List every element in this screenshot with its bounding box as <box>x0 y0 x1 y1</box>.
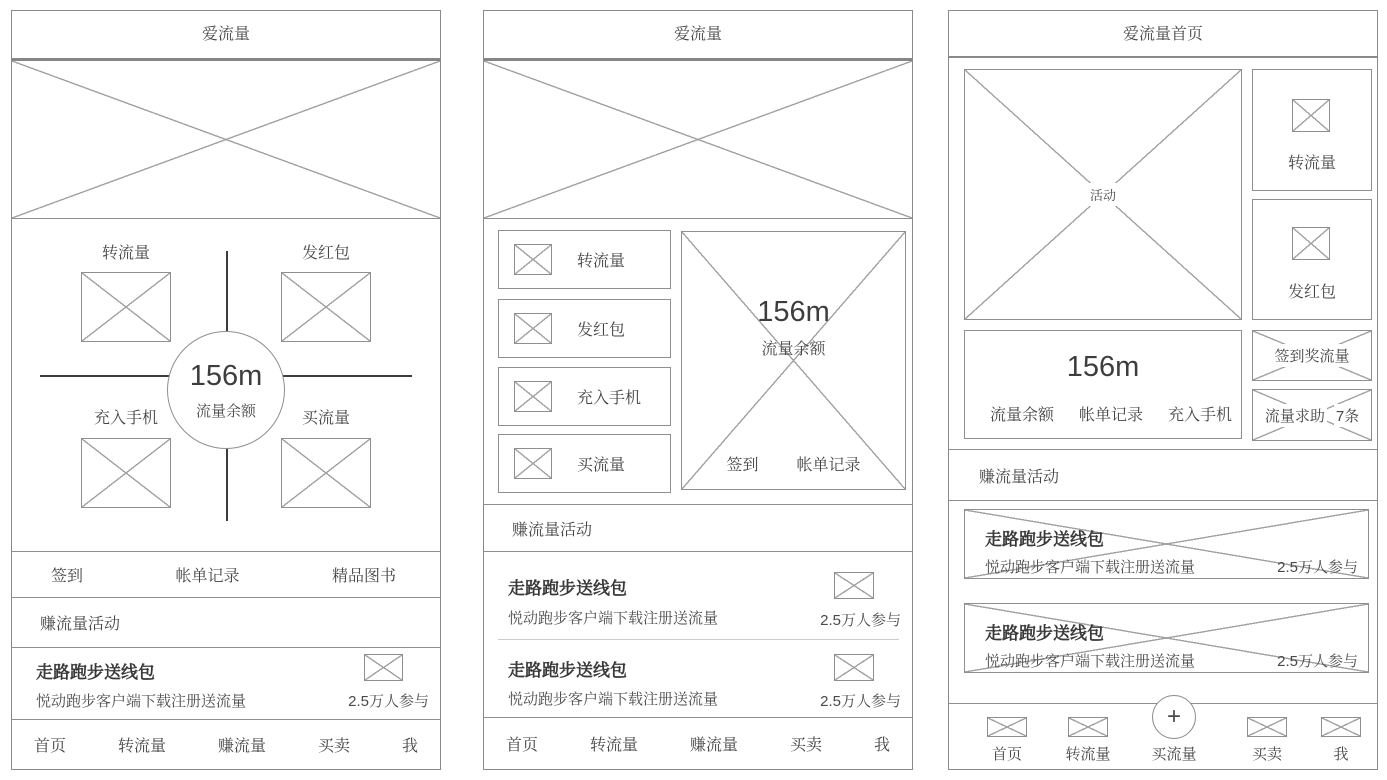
balance-value: 156m <box>189 359 263 392</box>
balance-circle[interactable] <box>167 331 285 449</box>
hero-banner-placeholder[interactable] <box>484 58 912 219</box>
utility-featured-books[interactable]: 精品图书 <box>331 568 396 585</box>
activity-subtitle: 悦动跑步客户端下载注册送流量 <box>508 691 719 708</box>
link-balance[interactable]: 流量余额 <box>990 407 1055 424</box>
link-checkin[interactable]: 签到 <box>726 457 759 474</box>
activity-item[interactable] <box>484 552 912 639</box>
shortcut-label: 发红包 <box>1287 284 1336 301</box>
nav-item-trade[interactable]: 买卖 <box>789 737 822 754</box>
image-placeholder[interactable] <box>281 438 371 508</box>
activity-subtitle: 悦动跑步客户端下载注册送流量 <box>985 559 1196 576</box>
section-header <box>12 598 440 648</box>
menu-item-recharge[interactable] <box>498 367 671 426</box>
nav-item-me[interactable]: 我 <box>873 737 890 754</box>
activity-item[interactable] <box>964 603 1369 673</box>
activity-participants: 2.5万人参与 <box>1277 559 1358 576</box>
add-button[interactable] <box>1152 695 1196 739</box>
page-title: 爱流量首页 <box>949 11 1377 58</box>
balance-card[interactable] <box>681 231 906 490</box>
activity-title: 走路跑步送线包 <box>508 579 627 598</box>
nav-item-transfer[interactable] <box>1058 717 1118 764</box>
menu-item-label: 转流量 <box>577 253 626 270</box>
transfer-icon <box>1068 717 1108 737</box>
menu-item-label: 买流量 <box>577 457 626 474</box>
section-header <box>484 504 912 552</box>
activity-participants: 2.5万人参与 <box>820 693 901 710</box>
nav-item-me[interactable]: 我 <box>401 738 418 755</box>
nav-item-transfer[interactable]: 转流量 <box>117 738 166 755</box>
nav-item-transfer[interactable]: 转流量 <box>589 737 638 754</box>
nav-item-earn[interactable]: 赚流量 <box>217 738 266 755</box>
activity-subtitle: 悦动跑步客户端下载注册送流量 <box>36 693 247 710</box>
balance-card-links <box>965 402 1241 425</box>
hero-banner-placeholder[interactable] <box>12 58 440 219</box>
activity-item[interactable] <box>964 509 1369 579</box>
screen-1-frame <box>11 10 441 770</box>
nav-item-home[interactable] <box>977 717 1037 764</box>
section-title: 赚流量活动 <box>40 616 121 633</box>
bottom-nav <box>484 717 912 769</box>
nav-item-earn[interactable]: 赚流量 <box>689 737 738 754</box>
nav-label: 转流量 <box>1065 746 1111 763</box>
section-title: 赚流量活动 <box>512 521 593 539</box>
balance-card-links <box>682 452 905 475</box>
quadrant-label-transfer[interactable]: 转流量 <box>101 245 150 262</box>
activity-item[interactable] <box>484 639 912 719</box>
nav-item-me[interactable] <box>1311 717 1371 764</box>
balance-card[interactable] <box>964 330 1242 439</box>
balance-value: 156m <box>757 296 830 328</box>
section-title: 赚流量活动 <box>979 468 1060 486</box>
nav-item-trade[interactable]: 买卖 <box>317 738 350 755</box>
image-placeholder-icon <box>834 572 874 599</box>
nav-label: 我 <box>1333 746 1349 763</box>
activity-participants: 2.5万人参与 <box>348 693 429 710</box>
side-card-traffic-help[interactable] <box>1252 389 1372 441</box>
image-placeholder[interactable] <box>81 438 171 508</box>
activity-item[interactable] <box>12 648 440 721</box>
plus-icon: + <box>1166 703 1181 730</box>
utility-checkin[interactable]: 签到 <box>51 568 84 585</box>
activity-subtitle: 悦动跑步客户端下载注册送流量 <box>508 610 719 627</box>
nav-label: 买卖 <box>1251 746 1282 763</box>
menu-item-transfer[interactable] <box>498 230 671 289</box>
trade-icon <box>1247 717 1287 737</box>
image-placeholder-icon <box>514 381 552 412</box>
quadrant-label-recharge[interactable]: 充入手机 <box>93 410 158 427</box>
activity-title: 走路跑步送线包 <box>508 661 627 680</box>
quadrant-label-redpacket[interactable]: 发红包 <box>301 245 350 262</box>
activity-title: 走路跑步送线包 <box>985 530 1104 549</box>
image-placeholder-icon <box>834 654 874 681</box>
nav-item-home[interactable]: 首页 <box>506 737 539 754</box>
side-card-checkin-reward[interactable] <box>1252 330 1372 381</box>
nav-label: 首页 <box>991 746 1022 763</box>
image-placeholder-icon <box>364 654 403 681</box>
shortcut-label: 转流量 <box>1287 155 1336 172</box>
side-card-badge: 7条 <box>1334 404 1361 427</box>
shortcut-redpacket[interactable] <box>1252 199 1372 320</box>
section-header <box>949 449 1377 501</box>
me-icon <box>1321 717 1361 737</box>
image-placeholder-icon <box>1292 99 1330 132</box>
image-placeholder[interactable] <box>81 272 171 342</box>
image-placeholder-icon <box>514 448 552 479</box>
activity-participants: 2.5万人参与 <box>820 612 901 629</box>
link-billing-history[interactable]: 帐单记录 <box>1078 407 1143 424</box>
image-placeholder-icon <box>514 313 552 344</box>
image-placeholder-icon <box>514 244 552 275</box>
activity-participants: 2.5万人参与 <box>1277 653 1358 670</box>
activity-title: 走路跑步送线包 <box>36 663 155 682</box>
balance-label: 流量余额 <box>761 341 826 358</box>
image-placeholder[interactable] <box>281 272 371 342</box>
nav-label: 买流量 <box>1151 746 1197 763</box>
shortcut-transfer[interactable] <box>1252 69 1372 191</box>
side-card-label: 流量求助 <box>1263 404 1327 427</box>
activity-banner-placeholder[interactable] <box>964 69 1242 320</box>
menu-item-redpacket[interactable] <box>498 299 671 358</box>
screen-2-frame <box>483 10 913 770</box>
utilities-row <box>12 551 440 598</box>
bottom-nav <box>949 703 1377 769</box>
bottom-nav <box>12 719 440 769</box>
side-card-label: 签到奖流量 <box>1272 344 1351 367</box>
quadrant-label-buy[interactable]: 买流量 <box>301 410 350 427</box>
balance-value: 156m <box>1066 351 1140 383</box>
nav-item-home[interactable]: 首页 <box>34 738 67 755</box>
menu-item-label: 充入手机 <box>577 390 642 407</box>
activity-title: 走路跑步送线包 <box>985 624 1104 643</box>
screen-3-frame <box>948 10 1378 770</box>
link-billing-history[interactable]: 帐单记录 <box>796 457 861 474</box>
menu-item-label: 发红包 <box>577 322 626 339</box>
utility-billing-history[interactable]: 帐单记录 <box>175 568 240 585</box>
page-title: 爱流量 <box>201 26 250 43</box>
banner-label: 活动 <box>1086 183 1120 206</box>
activity-subtitle: 悦动跑步客户端下载注册送流量 <box>985 653 1196 670</box>
page-title: 爱流量 <box>673 26 722 43</box>
home-icon <box>987 717 1027 737</box>
image-placeholder-icon <box>1292 227 1330 260</box>
link-recharge-phone[interactable]: 充入手机 <box>1167 407 1232 424</box>
balance-label: 流量余额 <box>195 402 256 420</box>
menu-item-buy[interactable] <box>498 434 671 493</box>
nav-item-trade[interactable] <box>1237 717 1297 764</box>
